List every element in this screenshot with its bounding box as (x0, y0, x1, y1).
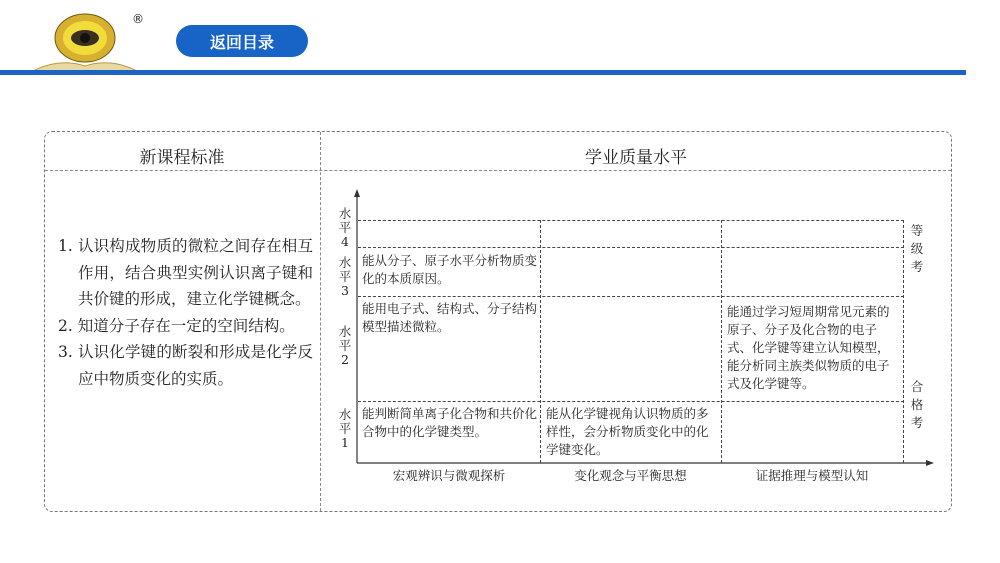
gridline (358, 296, 904, 297)
registered-mark: ® (132, 12, 144, 26)
col-header-standards: 新课程标准 (139, 148, 225, 168)
gridline (540, 220, 541, 463)
cell-l3-c1: 能从分子、原子水平分析物质变化的本质原因。 (362, 253, 538, 286)
standards-list (58, 233, 313, 392)
cell-l1-c1: 能判断简单离子化合物和共价化合物中的化学键类型。 (362, 406, 538, 439)
gridline (721, 220, 722, 463)
logo (30, 8, 140, 74)
level-3-label: 水平3 (338, 255, 352, 298)
exam-upper-label: 等级考 (910, 223, 924, 274)
cell-l2-c1: 能用电子式、结构式、分子结构模型描述微粒。 (362, 301, 538, 334)
level-2-label: 水平2 (338, 324, 352, 367)
header-divider (0, 70, 966, 75)
gridline (903, 220, 904, 463)
col-header-quality: 学业质量水平 (585, 148, 687, 168)
x-label-2: 变化观念与平衡思想 (574, 468, 687, 483)
table-header-divider (45, 170, 951, 171)
cell-l2-c3: 能通过学习短周期常见元素的原子、分子及化合物的电子式、化学键等建立认知模型，能分析同主族类似物质的电子式及化学键等。 (727, 304, 890, 391)
level-4-label: 水平4 (338, 206, 352, 249)
x-label-1: 宏观辨识与微观探析 (392, 468, 506, 483)
table-column-divider (320, 132, 321, 511)
gridline (358, 247, 904, 248)
standard-item: 1. 认识构成物质的微粒之间存在相互作用，结合典型实例认识离子键和共价键的形成，建立化学键概念。 (58, 237, 313, 308)
x-label-3: 证据推理与模型认知 (755, 468, 869, 483)
level-1-label: 水平1 (338, 407, 352, 450)
standard-item: 3. 认识化学键的断裂和形成是化学反应中物质变化的实质。 (58, 343, 313, 388)
standard-item: 2. 知道分子存在一定的空间结构。 (58, 316, 295, 335)
gridline (358, 220, 904, 221)
cell-l1-c2: 能从化学键视角认识物质的多样性，会分析物质变化中的化学键变化。 (546, 406, 709, 457)
exam-lower-label: 合格考 (910, 379, 924, 430)
gridline (358, 401, 904, 402)
back-to-contents-button[interactable]: 返回目录 (176, 25, 308, 57)
